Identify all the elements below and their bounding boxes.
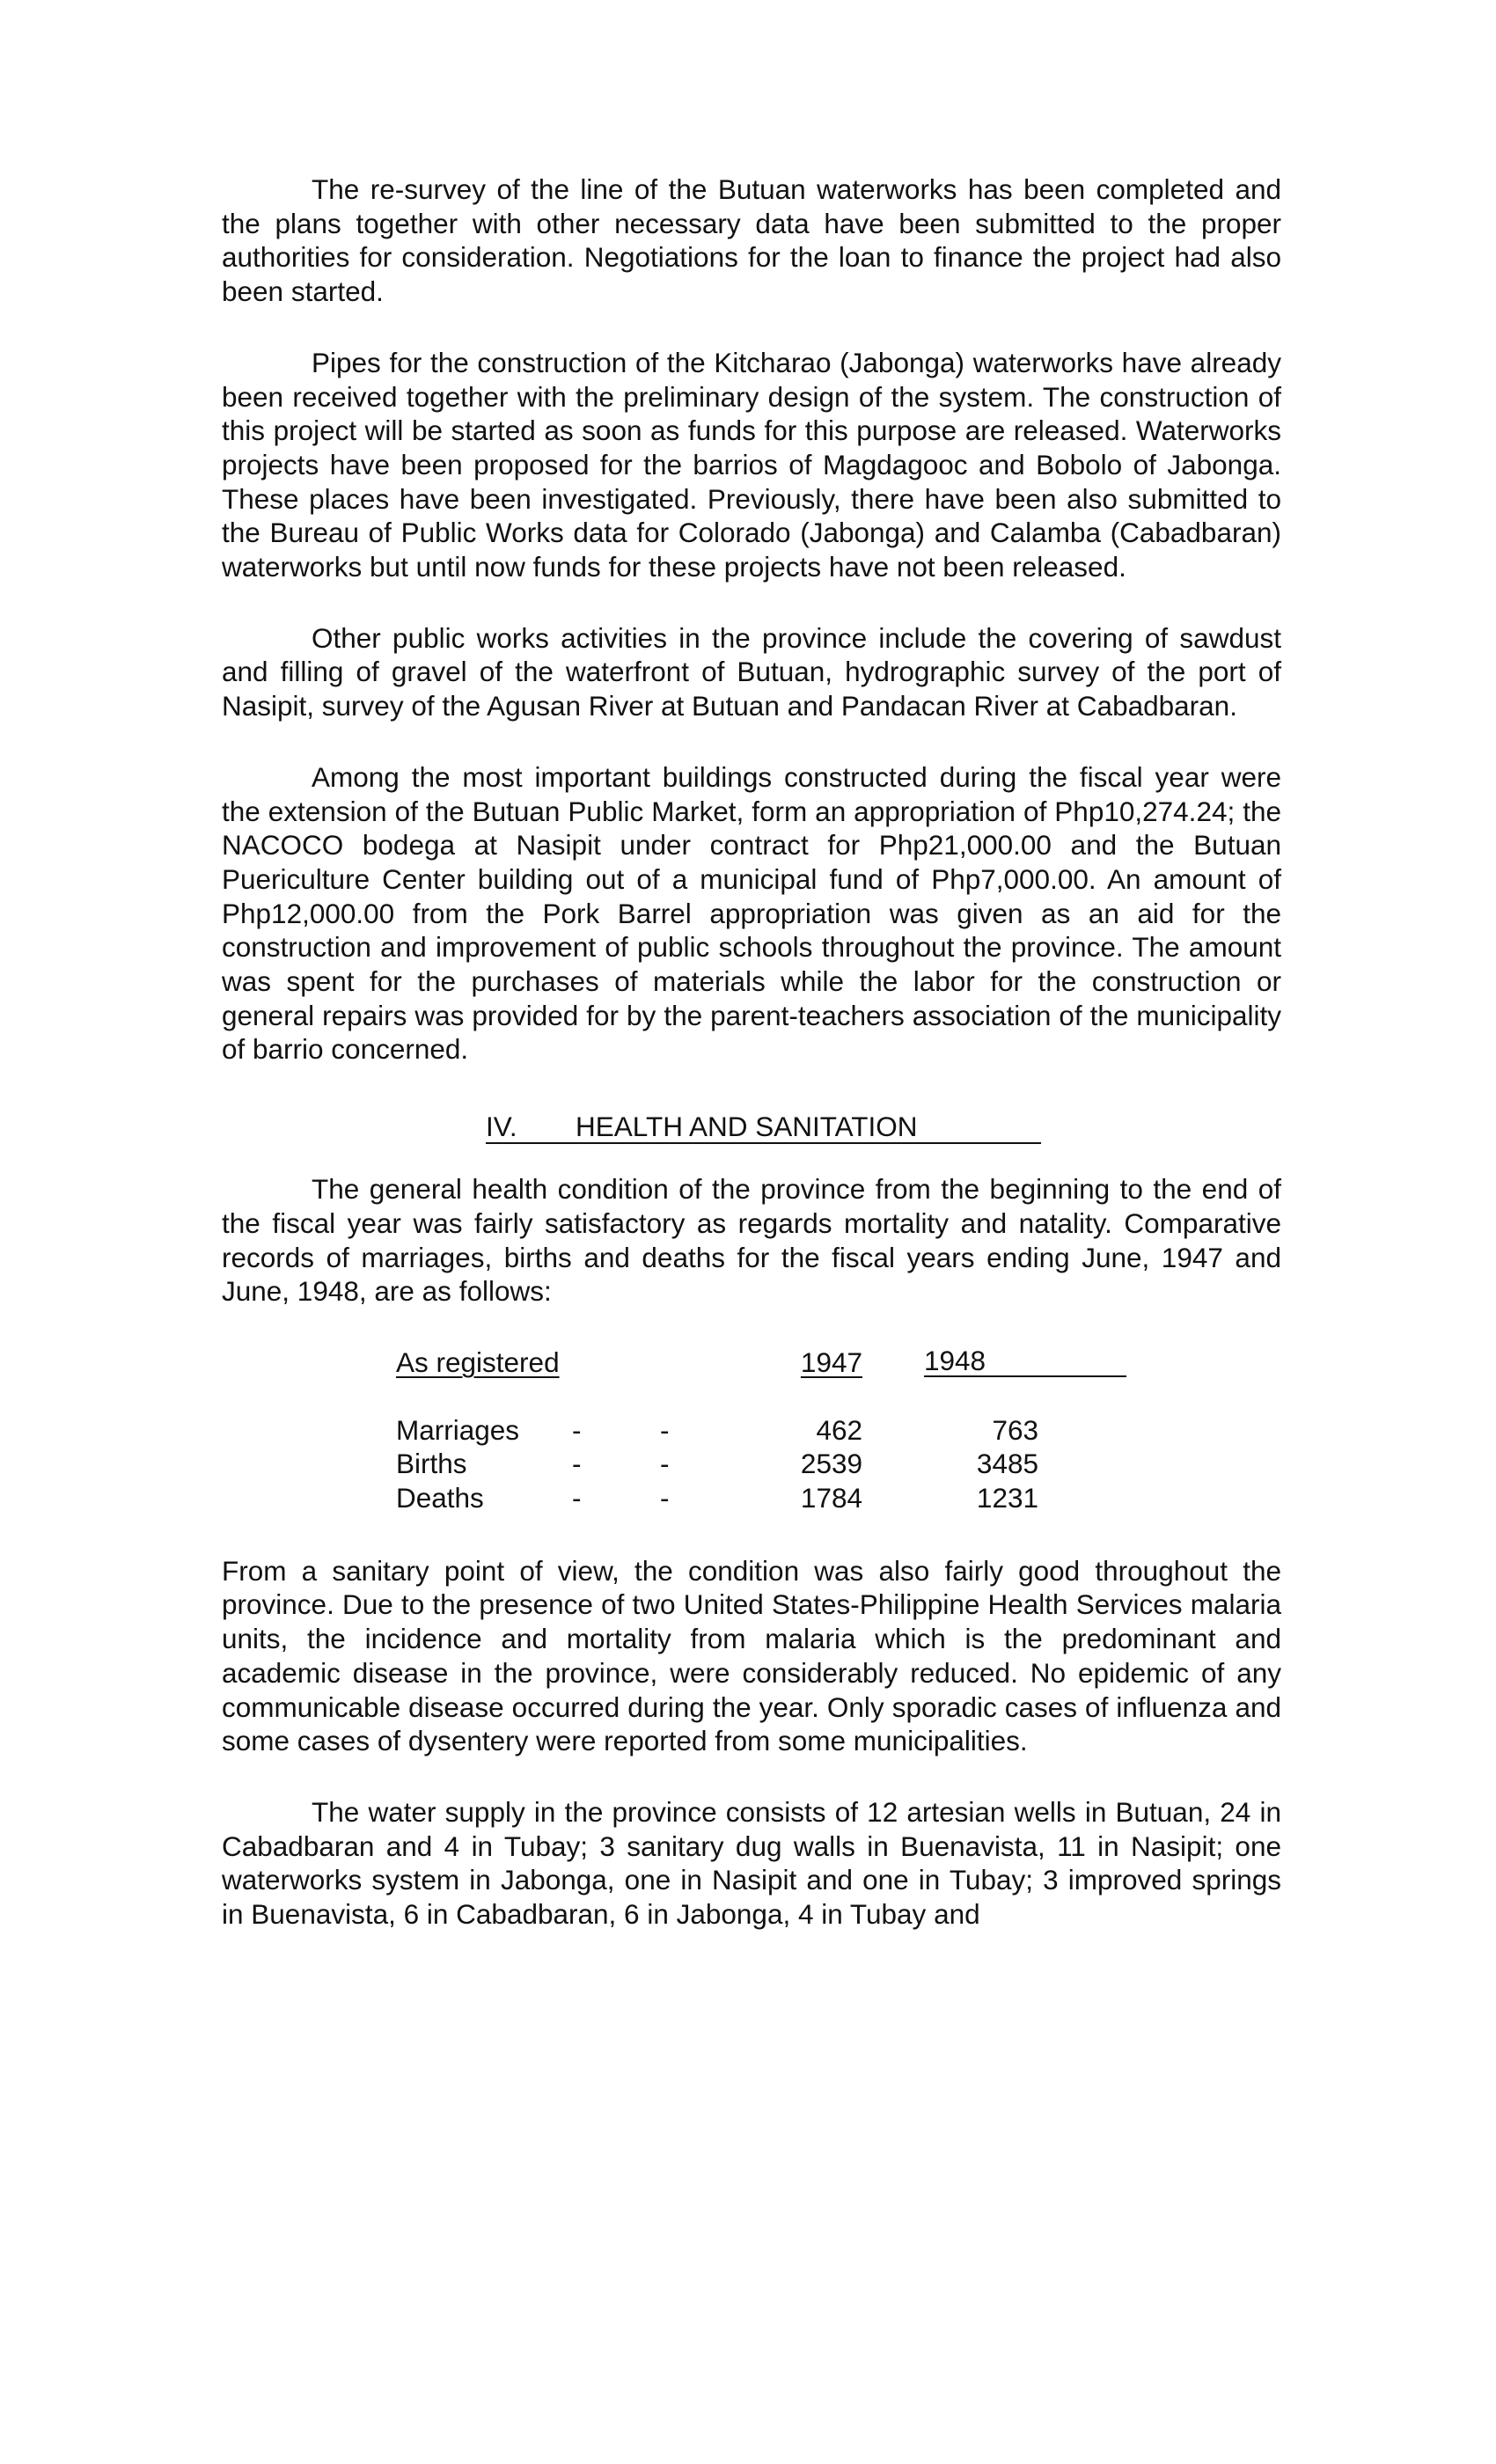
table-row-births bbox=[396, 1447, 1100, 1481]
paragraph-butuan-waterworks: The re-survey of the line of the Butuan waterworks has been completed and the plans together with other necessary data have been submitted to the proper authorities for consideration. Negotiations for the loan to finance the project had also been started. bbox=[222, 173, 1281, 308]
header-as-registered: As registered bbox=[396, 1346, 560, 1378]
section-heading bbox=[222, 1111, 1281, 1146]
value-1948: 3485 bbox=[976, 1448, 1038, 1480]
value-1947: 462 bbox=[816, 1413, 862, 1446]
paragraph-sanitary-condition: From a sanitary point of view, the condition was also fairly good throughout the province. Due to the presence of two United States-Philippine Health Services malaria units, the incidence and mortality from malaria which is the predominant and academic disease in the province, were considerably reduced. No epidemic of any communicable disease occurred during the year. Only sporadic cases of influenza and some cases of dysentery were reported from some municipalities. bbox=[222, 1554, 1281, 1757]
header-year-1947: 1947 bbox=[800, 1346, 862, 1378]
row-dash: - bbox=[572, 1448, 582, 1480]
vital-statistics-table bbox=[396, 1346, 1100, 1515]
value-1948: 763 bbox=[992, 1413, 1038, 1446]
value-1948: 1231 bbox=[976, 1482, 1038, 1514]
document-page bbox=[222, 172, 1281, 1969]
section-number: IV. bbox=[486, 1111, 517, 1143]
value-1947: 1784 bbox=[800, 1482, 862, 1514]
section-title: HEALTH AND SANITATION bbox=[576, 1111, 918, 1143]
paragraph-kitcharao-waterworks: Pipes for the construction of the Kitcharao (Jabonga) waterworks have already been received together with the preliminary design of the system. The construction of this project will be started as soon as funds for this purpose are released. Waterworks projects have been proposed for the barrios of Magdagooc and Bobolo of Jabonga. These places have been investigated. Previously, there have been also submitted to the Bureau of Public Works data for Colorado (Jabonga) and Calamba (Cabadbaran) waterworks but until now funds for these projects have not been released. bbox=[222, 346, 1281, 583]
section-heading-underline bbox=[486, 1111, 1041, 1144]
paragraph-buildings-constructed: Among the most important buildings constructed during the fiscal year were the extension of the Butuan Public Market, form an appropriation of Php10,274.24; the NACOCO bodega at Nasipit under contract for Php21,000.00 and the Butuan Puericulture Center building out of a municipal fund of Php7,000.00. An amount of Php12,000.00 from the Pork Barrel appropriation was given as an aid for the construction and improvement of public schools throughout the province. The amount was spent for the purchases of materials while the labor for the construction or general repairs was provided for by the parent-teachers association of the municipality of barrio concerned. bbox=[222, 760, 1281, 1066]
row-label: Marriages bbox=[396, 1413, 520, 1446]
value-1947: 2539 bbox=[800, 1448, 862, 1480]
row-dash: - bbox=[660, 1482, 670, 1514]
row-label: Deaths bbox=[396, 1482, 484, 1514]
table-row-deaths bbox=[396, 1481, 1100, 1515]
paragraph-water-supply: The water supply in the province consists of 12 artesian wells in Butuan, 24 in Cabadbaran and 4 in Tubay; 3 sanitary dug walls in Buenavista, 11 in Nasipit; one waterworks system in Jabonga, one in Nasipit and one in Tubay; 3 improved springs in Buenavista, 6 in Cabadbaran, 6 in Jabonga, 4 in Tubay and bbox=[222, 1795, 1281, 1931]
paragraph-health-intro: The general health condition of the province from the beginning to the end of the fiscal year was fairly satisfactory as regards mortality and natality. Comparative records of marriages, births and deaths for the fiscal years ending June, 1947 and June, 1948, are as follows: bbox=[222, 1173, 1281, 1308]
row-label: Births bbox=[396, 1448, 467, 1480]
row-dash: - bbox=[660, 1413, 670, 1446]
header-year-1948: 1948 bbox=[924, 1346, 1126, 1377]
row-dash: - bbox=[660, 1448, 670, 1480]
table-row-marriages bbox=[396, 1413, 1100, 1448]
paragraph-public-works-activities: Other public works activities in the province include the covering of sawdust and filling of gravel of the waterfront of Butuan, hydrographic survey of the port of Nasipit, survey of the Agusan River at Butuan and Pandacan River at Cabadbaran. bbox=[222, 621, 1281, 722]
table-header-row bbox=[396, 1346, 1100, 1380]
row-dash: - bbox=[572, 1413, 582, 1446]
row-dash: - bbox=[572, 1482, 582, 1514]
